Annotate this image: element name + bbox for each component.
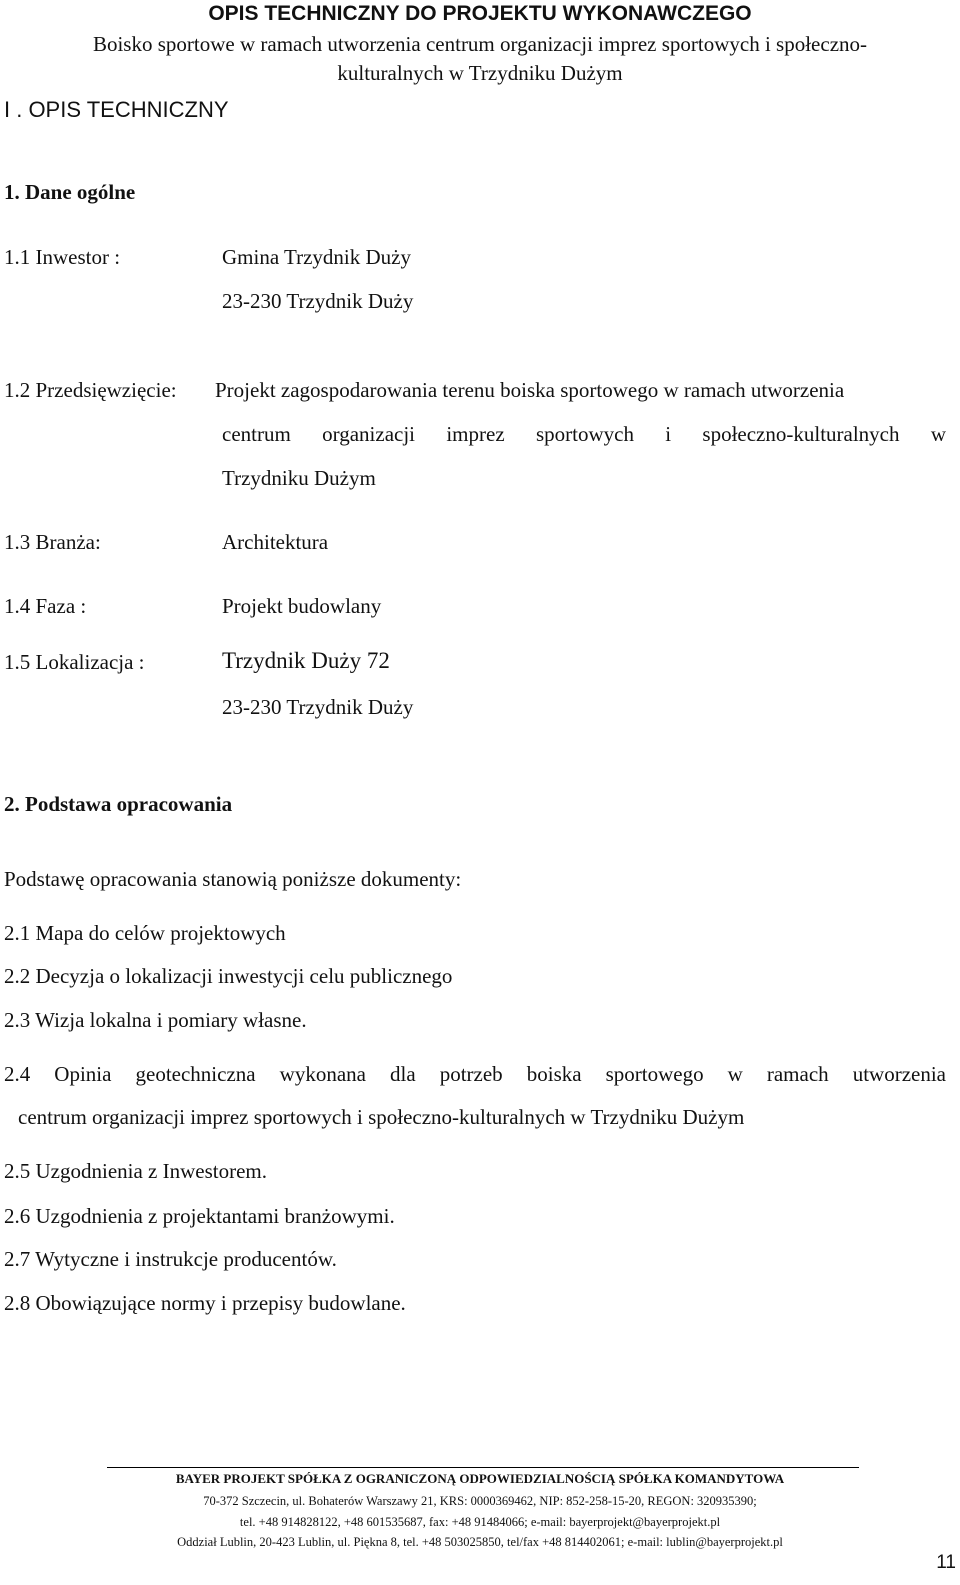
footer-contact-line: tel. +48 914828122, +48 601535687, fax: +48 91484066; e-mail: bayerprojekt@bayerprojekt.pl bbox=[239, 1515, 721, 1529]
location-line-1: Trzydnik Duży 72 bbox=[222, 648, 390, 673]
section-I-title: I . OPIS TECHNICZNY bbox=[4, 97, 229, 122]
section-1-title: 1. Dane ogólne bbox=[4, 180, 136, 204]
footer-company: BAYER PROJEKT SPÓŁKA Z OGRANICZONĄ ODPOWIEDZIALNOŚCIĄ SPÓŁKA KOMANDYTOWA bbox=[175, 1471, 785, 1486]
basis-item-2-5: 2.5 Uzgodnienia z Inwestorem. bbox=[4, 1159, 268, 1183]
footer-divider bbox=[107, 1467, 859, 1468]
section-2-title: 2. Podstawa opracowania bbox=[4, 792, 233, 816]
phase-label: 1.4 Faza : bbox=[4, 594, 87, 618]
project-line-3: Trzydniku Dużym bbox=[222, 466, 376, 490]
footer-branch-line: Oddział Lublin, 20-423 Lublin, ul. Piękna 8, tel. +48 503025850, tel/fax +48 814402061; e-mail: lublin@bayerprojekt.pl bbox=[177, 1535, 783, 1549]
basis-item-2-6: 2.6 Uzgodnienia z projektantami branżowymi. bbox=[4, 1204, 395, 1228]
location-line-2: 23-230 Trzydnik Duży bbox=[222, 695, 414, 719]
basis-item-2-3: 2.3 Wizja lokalna i pomiary własne. bbox=[4, 1008, 307, 1032]
investor-address: 23-230 Trzydnik Duży bbox=[222, 289, 414, 313]
basis-item-2-4-line-2: centrum organizacji imprez sportowych i społeczno-kulturalnych w Trzydniku Dużym bbox=[18, 1105, 745, 1129]
footer-address-line: 70-372 Szczecin, ul. Bohaterów Warszawy 21, KRS: 0000369462, NIP: 852-258-15-20, REGON: 320935390; bbox=[203, 1494, 757, 1508]
project-line-1: Projekt zagospodarowania terenu boiska sportowego w ramach utworzenia bbox=[215, 378, 845, 402]
investor-label: 1.1 Inwestor : bbox=[4, 245, 121, 269]
branch-label: 1.3 Branża: bbox=[4, 530, 101, 554]
document-title: OPIS TECHNICZNY DO PROJEKTU WYKONAWCZEGO bbox=[208, 2, 752, 25]
basis-item-2-2: 2.2 Decyzja o lokalizacji inwestycji celu publicznego bbox=[4, 964, 453, 988]
investor-name: Gmina Trzydnik Duży bbox=[222, 245, 411, 269]
project-label: 1.2 Przedsięwzięcie: bbox=[4, 378, 177, 402]
document-subtitle-line-1: Boisko sportowe w ramach utworzenia centrum organizacji imprez sportowych i społeczno- bbox=[92, 32, 868, 56]
section-2-intro: Podstawę opracowania stanowią poniższe dokumenty: bbox=[4, 867, 462, 891]
phase-value: Projekt budowlany bbox=[222, 594, 382, 618]
page-number: 11 bbox=[936, 1552, 956, 1573]
branch-value: Architektura bbox=[222, 530, 329, 554]
location-label: 1.5 Lokalizacja : bbox=[4, 650, 145, 674]
document-subtitle-line-2: kulturalnych w Trzydniku Dużym bbox=[337, 61, 623, 85]
basis-item-2-1: 2.1 Mapa do celów projektowych bbox=[4, 921, 286, 945]
basis-item-2-7: 2.7 Wytyczne i instrukcje producentów. bbox=[4, 1247, 337, 1271]
basis-item-2-4-line-1: 2.4 Opinia geotechniczna wykonana dla potrzeb boiska sportowego w ramach utworzenia bbox=[4, 1062, 946, 1086]
project-line-2: centrum organizacji imprez sportowych i społeczno-kulturalnych w bbox=[222, 422, 946, 446]
basis-item-2-8: 2.8 Obowiązujące normy i przepisy budowlane. bbox=[4, 1291, 406, 1315]
